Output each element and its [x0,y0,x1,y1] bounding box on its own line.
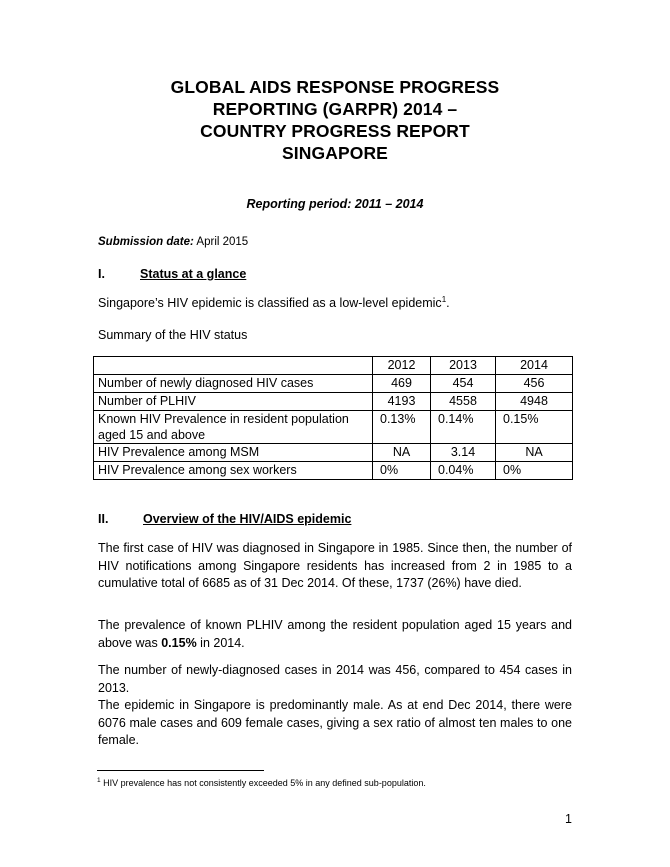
table-header-2012: 2012 [373,357,431,375]
section-title-two: Overview of the HIV/AIDS epidemic [143,512,352,526]
row-value-2012: 0.13% [373,411,431,444]
hiv-summary-table [93,356,573,480]
table-row [94,375,573,393]
row-label: HIV Prevalence among sex workers [94,462,373,480]
table-row [94,393,573,411]
paragraph-first-case: The first case of HIV was diagnosed in Singapore in 1985. Since then, the number of HIV notifications among Singapore residents has increased from 2 in 1985 to a cumulative total of 6685 as of 31 Dec 2014. Of these, 1737 (26%) have died. [98,541,572,590]
footnote-marker-inline: 1 [441,294,447,304]
section-heading-overview [98,512,351,526]
row-value-2012: 4193 [373,393,431,411]
row-label: Number of newly diagnosed HIV cases [94,375,373,393]
title-line-1: GLOBAL AIDS RESPONSE PROGRESS [170,77,500,97]
row-value-2013: 454 [431,375,496,393]
section-number-one: I. [98,267,105,281]
title-line-3: COUNTRY PROGRESS REPORT [200,121,470,141]
prevalence-value: 0.15% [161,635,197,650]
document-title [0,76,670,164]
page-number: 1 [565,812,572,826]
row-value-2014: 4948 [496,393,573,411]
paragraph-male-female: The epidemic in Singapore is predominantly male. As at end Dec 2014, there were 6076 male cases and 609 female cases, giving a sex ratio of almost ten males to one female. [98,698,572,747]
submission-date-label: Submission date: [98,236,194,248]
title-line-4: SINGAPORE [282,143,388,163]
summary-caption: Summary of the HIV status [98,328,248,342]
table-row [94,411,573,444]
footnote-number: 1 [97,777,101,784]
footnote-text: HIV prevalence has not consistently exceeded 5% in any defined sub-population. [103,778,426,788]
row-value-2013: 0.04% [431,462,496,480]
section-title-one: Status at a glance [140,267,247,281]
row-value-2012: NA [373,444,431,462]
table-header-2013: 2013 [431,357,496,375]
section-heading-status-at-a-glance [98,267,246,281]
row-value-2014: 0.15% [496,411,573,444]
row-label: HIV Prevalence among MSM [94,444,373,462]
intro-text-after-footnote: . [446,296,450,310]
intro-text-before-footnote: Singapore’s HIV epidemic is classified as a low-level epidemic [98,296,442,310]
table-row [94,462,573,480]
row-value-2014: 0% [496,462,573,480]
row-label: Number of PLHIV [94,393,373,411]
prevalence-text-after: in 2014. [196,635,245,650]
paragraph-epidemic-classification [98,295,572,313]
table-header-blank [94,357,373,375]
table-header-2014: 2014 [496,357,573,375]
table-row [94,444,573,462]
row-label: Known HIV Prevalence in resident population aged 15 and above [94,411,373,444]
row-value-2012: 469 [373,375,431,393]
prevalence-text-before: The prevalence of known PLHIV among the resident population aged 15 years and above was [98,618,572,650]
table-header-row [94,357,573,375]
row-value-2013: 4558 [431,393,496,411]
paragraph-prevalence [98,617,572,652]
hiv-summary-table-wrapper [93,356,572,480]
footnote-separator [97,770,264,771]
footnote [97,777,571,789]
paragraph-newly-diagnosed: The number of newly-diagnosed cases in 2014 was 456, compared to 454 cases in 2013. [98,663,572,695]
row-value-2014: 456 [496,375,573,393]
reporting-period: Reporting period: 2011 – 2014 [246,197,424,211]
row-value-2014: NA [496,444,573,462]
row-value-2013: 3.14 [431,444,496,462]
row-value-2012: 0% [373,462,431,480]
submission-date [98,236,248,248]
title-line-2: REPORTING (GARPR) 2014 – [212,99,458,119]
submission-date-value: April 2015 [196,236,249,248]
row-value-2013: 0.14% [431,411,496,444]
section-number-two: II. [98,512,109,526]
